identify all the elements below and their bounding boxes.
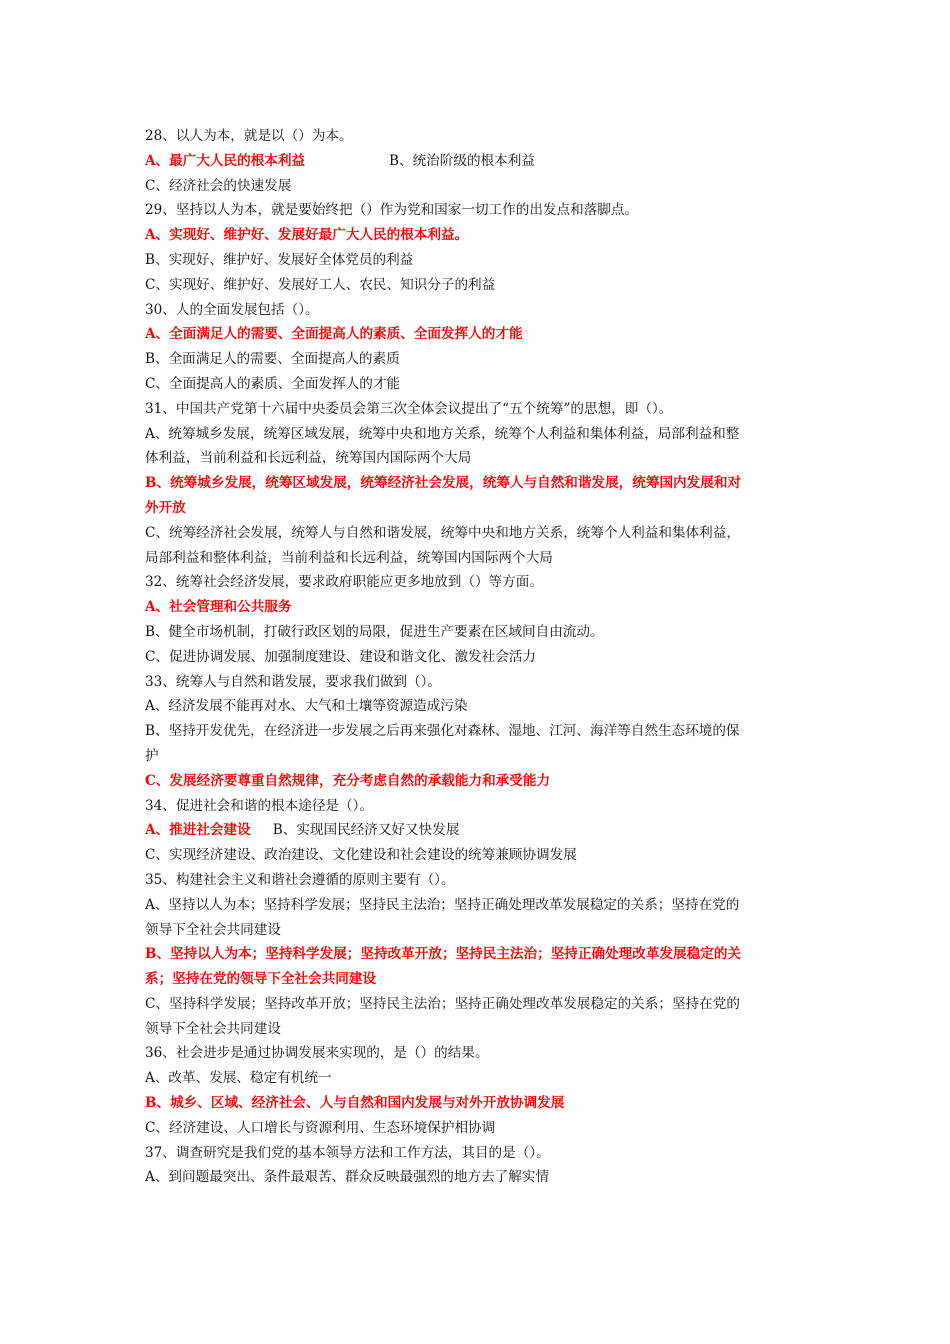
option-29-c: C、实现好、维护好、发展好工人、农民、知识分子的利益: [145, 276, 496, 293]
option-34-b: B、实现国民经济又好又快发展: [272, 822, 460, 839]
option-37-a: A、到问题最突出、条件最艰苦、群众反映最强烈的地方去了解实情: [145, 1169, 550, 1186]
option-35-c: C、坚持科学发展；坚持改革开放；坚持民主法治；坚持正确处理改革发展稳定的关系；坚持在党的: [145, 995, 740, 1012]
answer-33-c: C、发展经济要尊重自然规律，充分考虑自然的承载能力和承受能力: [145, 772, 551, 789]
question-36: 36、社会进步是通过协调发展来实现的，是（）的结果。: [145, 1045, 489, 1062]
option-32-c: C、促进协调发展、加强制度建设、建设和谐文化、激发社会活力: [145, 648, 537, 665]
options-row-28: [145, 149, 810, 174]
option-36-a: A、改革、发展、稳定有机统一: [145, 1070, 332, 1087]
answer-34-a: A、推进社会建设: [145, 822, 251, 839]
option-30-b: B、全面满足人的需要、全面提高人的素质: [145, 351, 400, 368]
question-29: 29、坚持以人为本，就是要始终把（）作为党和国家一切工作的出发点和落脚点。: [145, 202, 639, 219]
option-32-b: B、健全市场机制，打破行政区划的局限，促进生产要素在区域间自由流动。: [145, 623, 604, 640]
answer-30-a: A、全面满足人的需要、全面提高人的素质、全面发挥人的才能: [145, 326, 523, 343]
option-33-b: B、坚持开发优先，在经济进一步发展之后再来强化对森林、湿地、江河、海洋等自然生态环境的保: [145, 723, 740, 740]
option-35-c-cont: 领导下全社会共同建设: [145, 1020, 281, 1037]
option-31-c: C、统筹经济社会发展，统筹人与自然和谐发展，统筹中央和地方关系，统筹个人利益和集体利益，: [145, 524, 740, 541]
answer-36-b: B、城乡、区域、经济社会、人与自然和国内发展与对外开放协调发展: [145, 1095, 565, 1112]
answer-35-b: B、坚持以人为本；坚持科学发展；坚持改革开放；坚持民主法治；坚持正确处理改革发展稳定的关: [145, 946, 742, 963]
option-36-c: C、经济建设、人口增长与资源利用、生态环境保护相协调: [145, 1119, 496, 1136]
option-28-b: B、统治阶级的根本利益: [389, 152, 535, 169]
question-33: 33、统筹人与自然和谐发展，要求我们做到（）。: [145, 673, 441, 690]
answer-31-b-cont: 外开放: [145, 499, 186, 516]
option-31-a: A、统筹城乡发展，统筹区域发展，统筹中央和地方关系，统筹个人利益和集体利益，局部利益和整: [145, 425, 740, 442]
option-35-a: A、坚持以人为本；坚持科学发展；坚持民主法治；坚持正确处理改革发展稳定的关系；坚持在党的: [145, 896, 740, 913]
answer-31-b: B、统筹城乡发展，统筹区域发展，统筹经济社会发展，统筹人与自然和谐发展，统筹国内发展和对: [145, 475, 742, 492]
answer-35-b-cont: 系；坚持在党的领导下全社会共同建设: [145, 971, 377, 988]
question-35: 35、构建社会主义和谐社会遵循的原则主要有（）。: [145, 871, 455, 888]
option-30-c: C、全面提高人的素质、全面发挥人的才能: [145, 375, 401, 392]
option-33-b-cont: 护: [145, 747, 159, 764]
option-31-c-cont: 局部利益和整体利益，当前利益和长远利益，统筹国内国际两个大局: [145, 549, 553, 566]
document-page: [145, 124, 810, 1190]
question-34: 34、促进社会和谐的根本途径是（）。: [145, 797, 373, 814]
answer-28-a: A、最广大人民的根本利益: [145, 152, 306, 169]
question-32: 32、统筹社会经济发展，要求政府职能应更多地放到（）等方面。: [145, 574, 543, 591]
question-28: 28、以人为本，就是以（）为本。: [145, 128, 353, 144]
answer-29-a: A、实现好、维护好、发展好最广大人民的根本利益。: [145, 227, 469, 244]
option-35-a-cont: 领导下全社会共同建设: [145, 921, 281, 938]
option-28-c: C、经济社会的快速发展: [145, 177, 292, 194]
option-34-c: C、实现经济建设、政治建设、文化建设和社会建设的统筹兼顾协调发展: [145, 847, 577, 864]
options-row-34: [145, 818, 810, 843]
question-31: 31、中国共产党第十六届中央委员会第三次全体会议提出了“五个统筹”的思想，即（）。: [145, 400, 673, 417]
answer-32-a: A、社会管理和公共服务: [145, 599, 292, 616]
option-31-a-cont: 体利益，当前利益和长远利益，统筹国内国际两个大局: [145, 450, 472, 467]
option-33-a: A、经济发展不能再对水、大气和土壤等资源造成污染: [145, 698, 468, 715]
option-29-b: B、实现好、维护好、发展好全体党员的利益: [145, 251, 414, 268]
question-30: 30、人的全面发展包括（）。: [145, 301, 319, 318]
question-37: 37、调查研究是我们党的基本领导方法和工作方法，其目的是（）。: [145, 1144, 550, 1161]
